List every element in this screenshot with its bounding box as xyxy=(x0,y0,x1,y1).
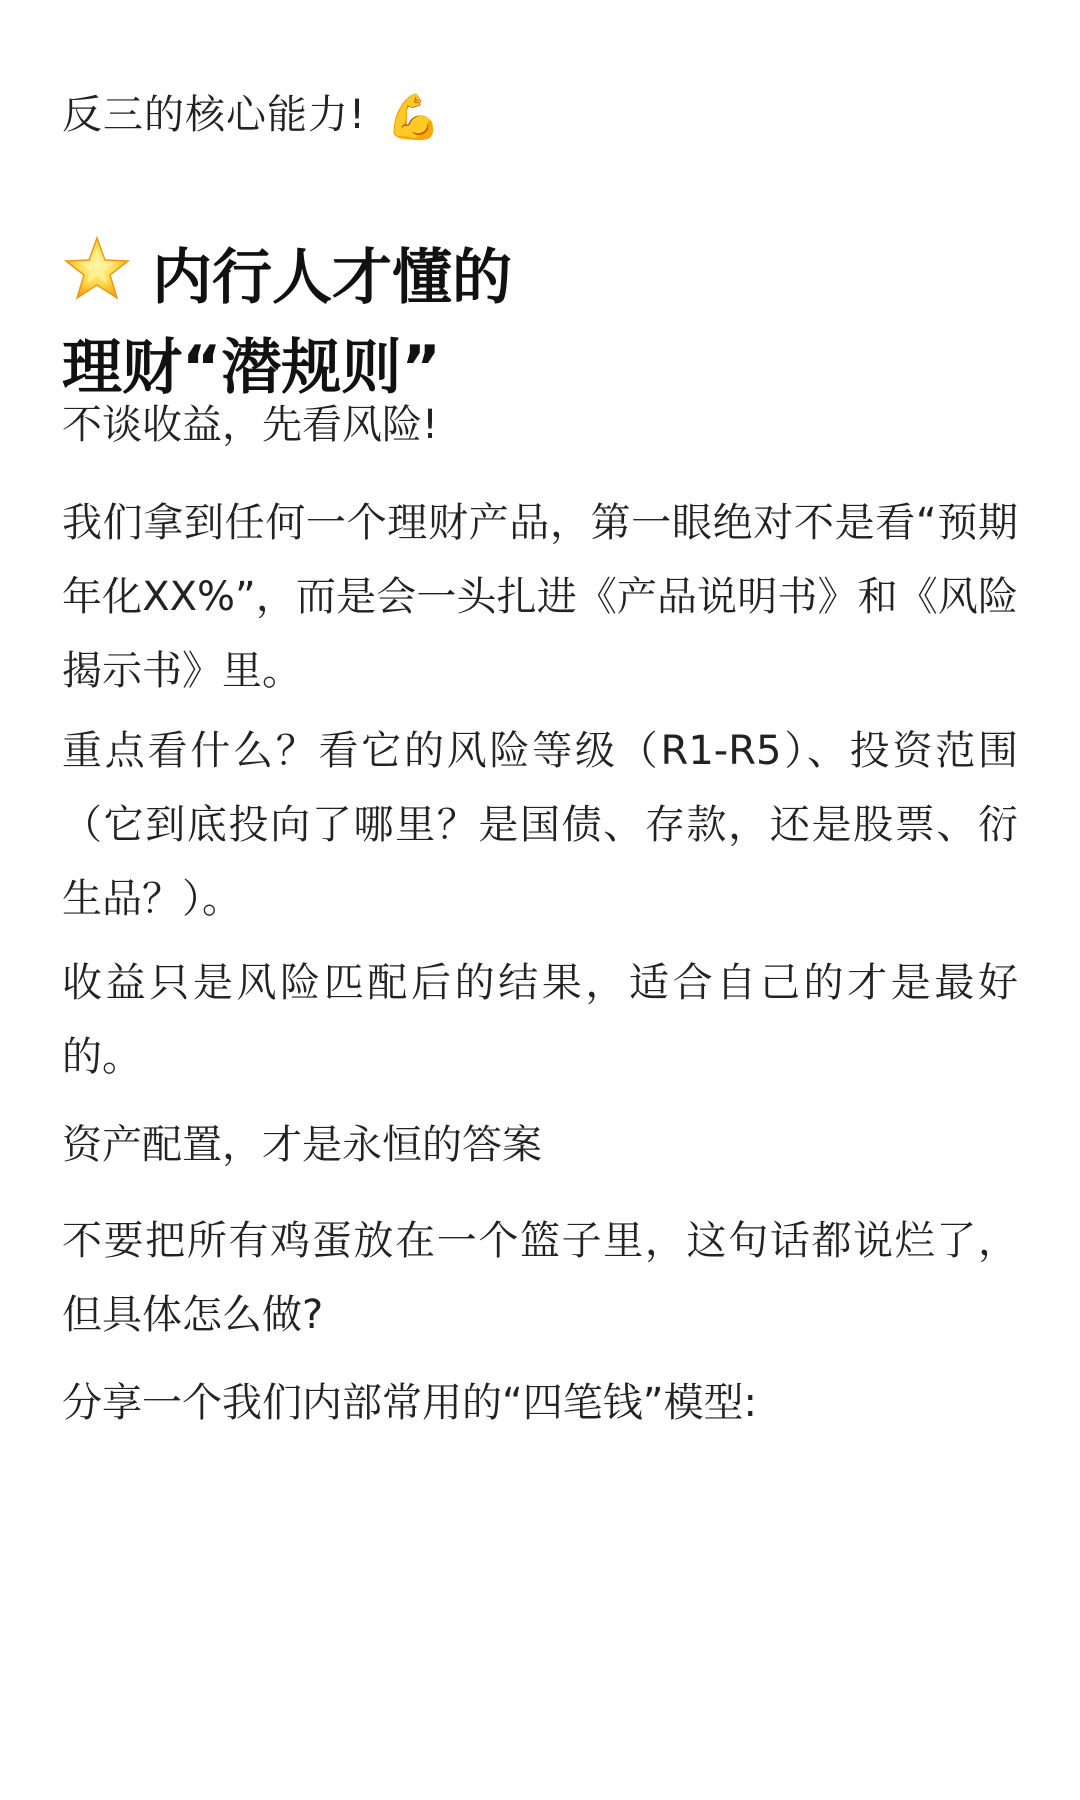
paragraph-6: 不要把所有鸡蛋放在一个篮子里，这句话都说烂了，但具体怎么做? xyxy=(62,1218,1018,1338)
heading-line-1: 内行人才懂的 xyxy=(152,243,512,313)
heading-line-2: 理财“潜规则” xyxy=(62,333,441,403)
paragraph-3: 重点看什么？看它的风险等级（R1-R5）、投资范围（它到底投向了哪里？是国债、存款，还是股票、衍生品？）。 xyxy=(62,728,1018,922)
intro-line xyxy=(62,78,1018,155)
paragraph-1: 不谈收益，先看风险! xyxy=(62,402,439,448)
paragraph-5: 资产配置，才是永恒的答案 xyxy=(62,1122,542,1168)
paragraph-2: 我们拿到任何一个理财产品，第一眼绝对不是看“预期年化XX%”，而是会一头扎进《产品说明书》和《风险揭示书》里。 xyxy=(62,500,1018,694)
intro-text: 反三的核心能力! xyxy=(62,92,367,138)
flexed-biceps-icon: 💪 xyxy=(386,92,442,143)
paragraph-7: 分享一个我们内部常用的“四笔钱”模型: xyxy=(62,1380,757,1426)
star-icon xyxy=(62,234,132,326)
section-heading xyxy=(62,234,1018,410)
paragraph-4: 收益只是风险匹配后的结果，适合自己的才是最好的。 xyxy=(62,960,1018,1080)
